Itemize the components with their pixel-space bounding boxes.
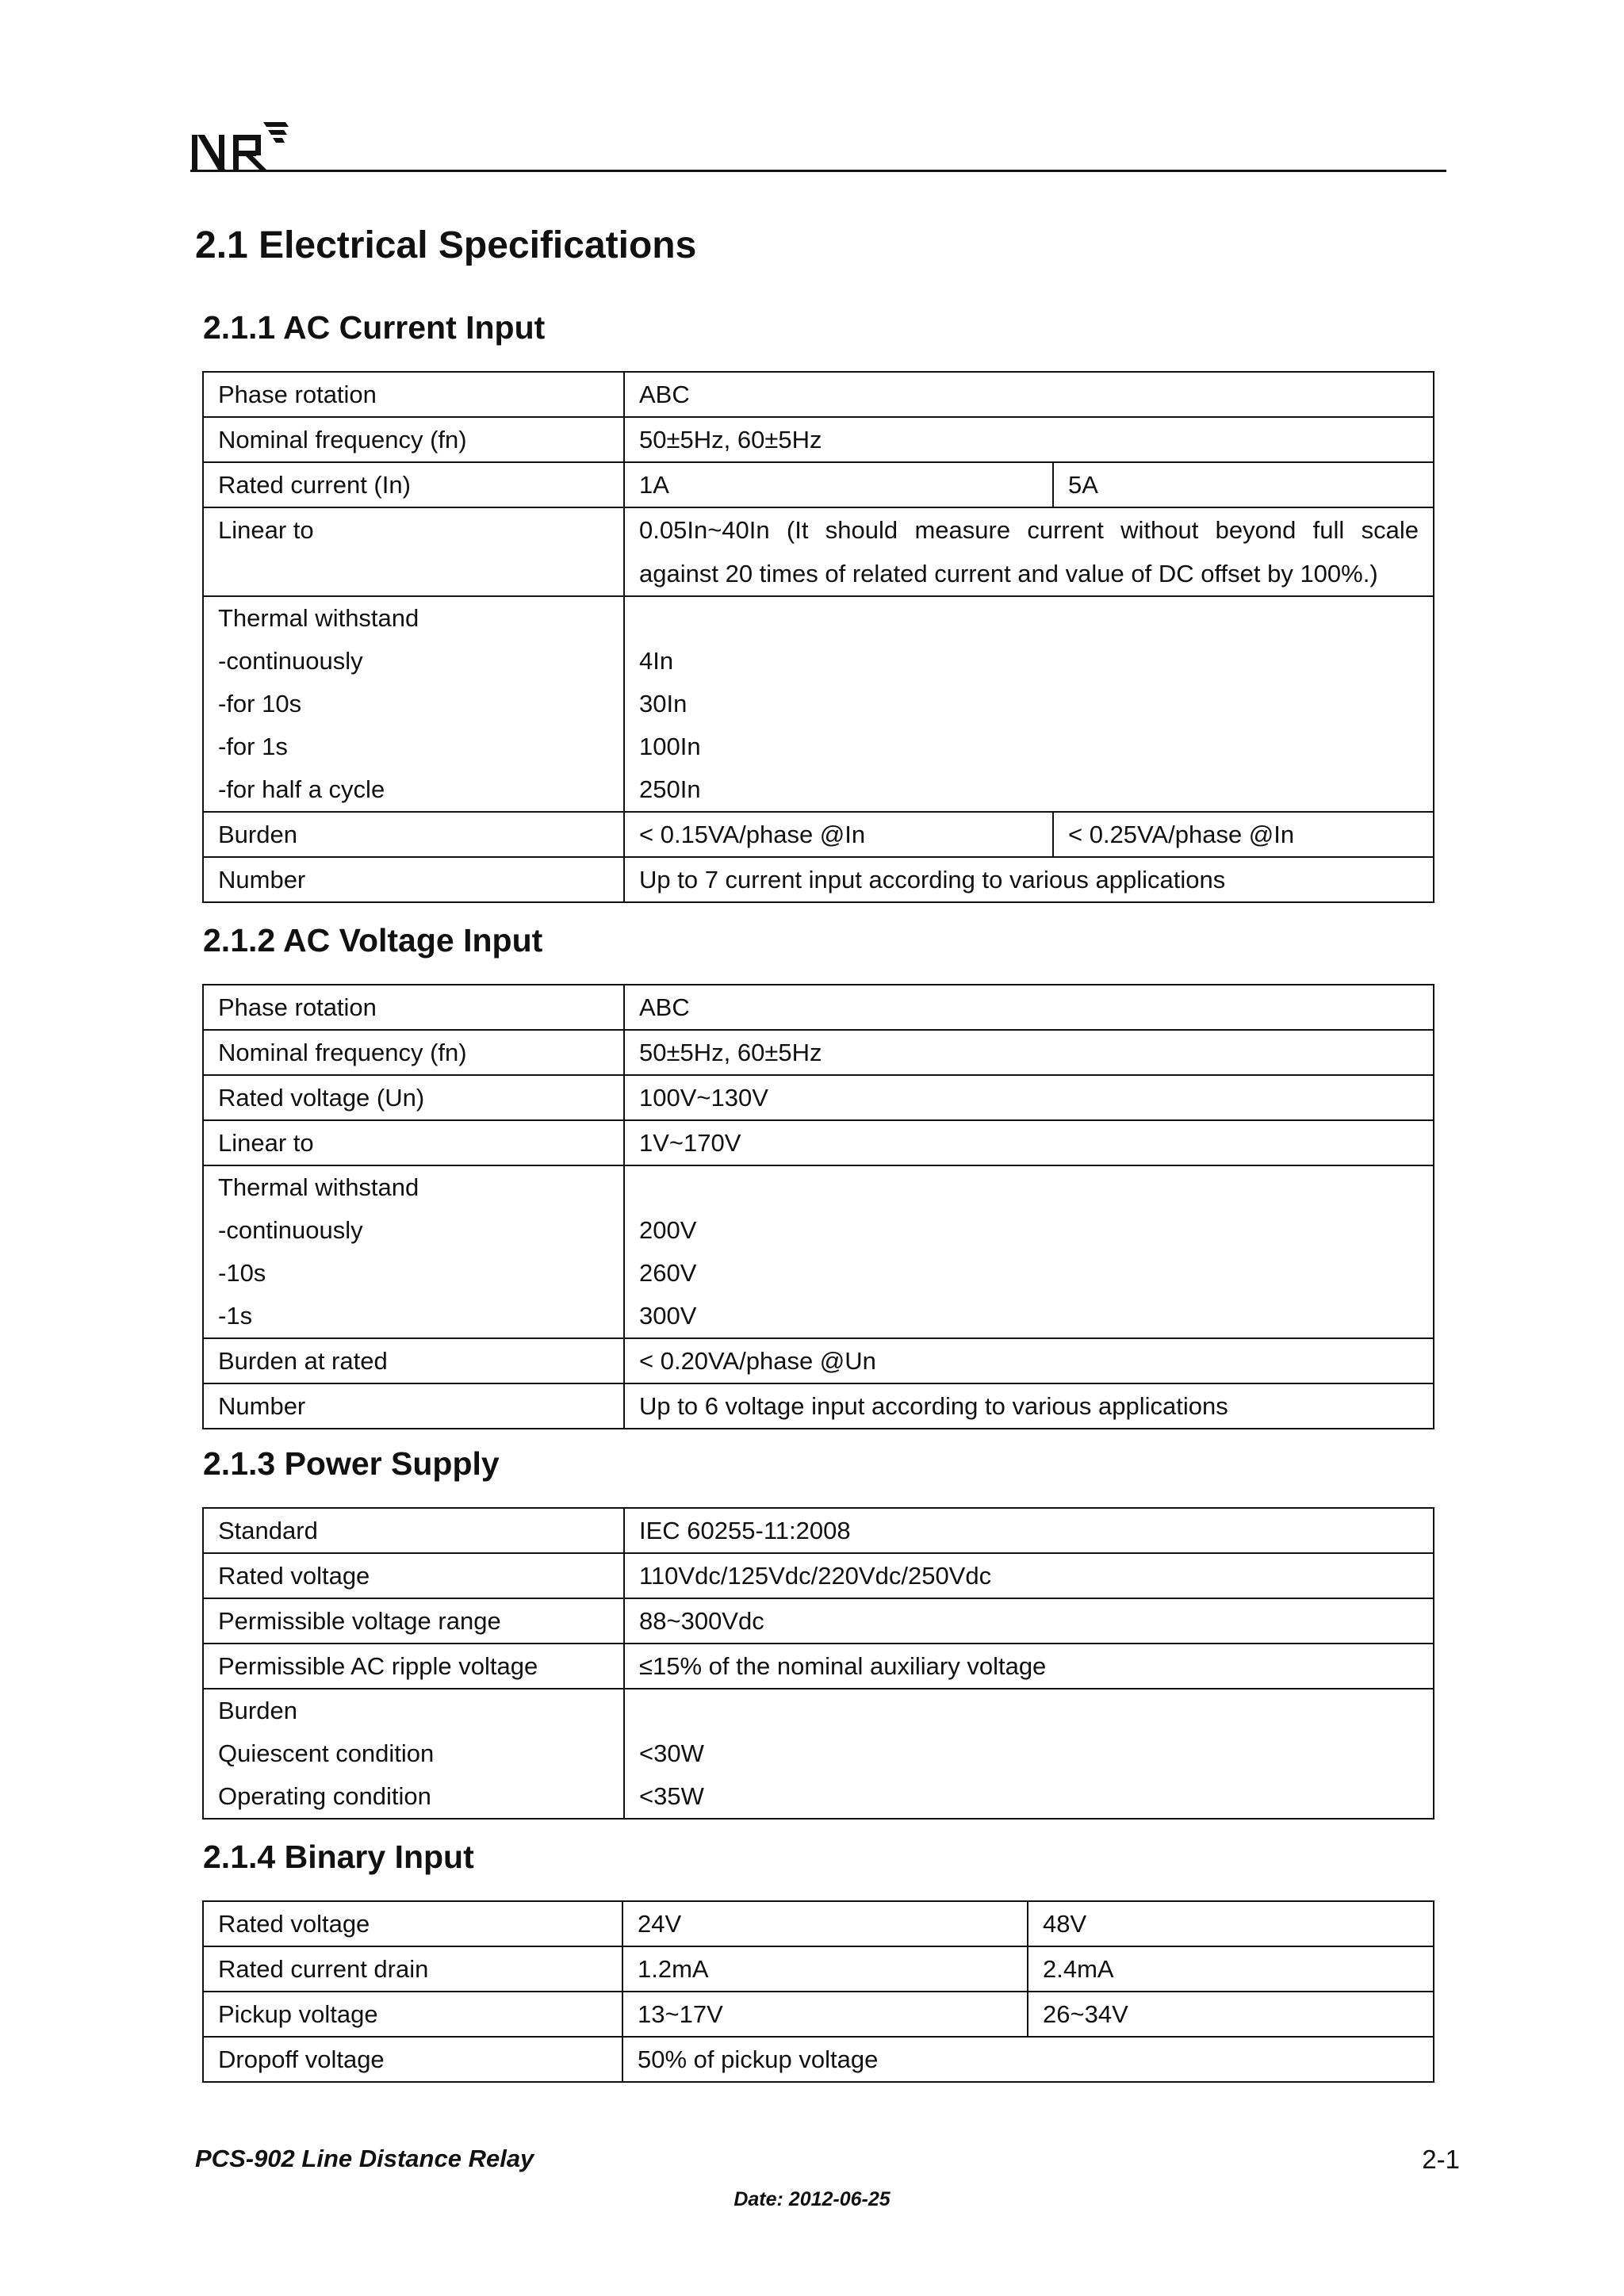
row-value: Up to 7 current input according to various applications: [624, 857, 1434, 902]
thermal-sub-label: -10s: [218, 1259, 266, 1287]
burden-sub-label: Operating condition: [218, 1782, 431, 1810]
row-value: 1V~170V: [624, 1120, 1434, 1165]
section-heading-power-supply: 2.1.3 Power Supply: [203, 1445, 500, 1482]
thermal-value: 100In: [639, 733, 701, 760]
footer-date: Date: 2012-06-25: [733, 2188, 891, 2210]
row-value-5a: < 0.25VA/phase @In: [1053, 812, 1434, 857]
table-row: [203, 857, 1434, 902]
table-row: [203, 1992, 1434, 2037]
section-heading-ac-current: 2.1.1 AC Current Input: [203, 309, 546, 346]
row-label: [203, 596, 624, 812]
row-value: 100V~130V: [624, 1075, 1434, 1120]
row-label: Rated current (In): [203, 462, 624, 507]
ac-voltage-table: [202, 984, 1434, 1429]
thermal-value: 250In: [639, 775, 701, 803]
row-value: 50% of pickup voltage: [622, 2037, 1434, 2082]
table-row: [203, 596, 1434, 812]
burden-value: <35W: [639, 1782, 704, 1810]
row-value: IEC 60255-11:2008: [624, 1508, 1434, 1553]
table-row: [203, 1338, 1434, 1383]
row-value: [624, 1165, 1434, 1338]
row-label: Phase rotation: [203, 372, 624, 417]
table-row: [203, 507, 1434, 596]
row-value-b: 26~34V: [1028, 1992, 1434, 2037]
row-label: Rated voltage (Un): [203, 1075, 624, 1120]
thermal-value: 4In: [639, 647, 674, 675]
row-value-a: 24V: [622, 1901, 1028, 1946]
row-label: Rated voltage: [203, 1553, 624, 1598]
row-value: < 0.20VA/phase @Un: [624, 1338, 1434, 1383]
row-value-1a: < 0.15VA/phase @In: [624, 812, 1053, 857]
row-label: [203, 1689, 624, 1819]
row-label: Phase rotation: [203, 985, 624, 1030]
thermal-label: Thermal withstand: [218, 1173, 419, 1201]
table-row: [203, 1946, 1434, 1992]
table-row: [203, 1901, 1434, 1946]
row-label: Nominal frequency (fn): [203, 1030, 624, 1075]
row-label: Rated voltage: [203, 1901, 622, 1946]
table-row: [203, 1644, 1434, 1689]
row-label: [203, 1165, 624, 1338]
row-value: 50±5Hz, 60±5Hz: [624, 417, 1434, 462]
thermal-sub-label: -for 10s: [218, 690, 302, 718]
thermal-sub-label: -continuously: [218, 1216, 363, 1244]
row-label: Standard: [203, 1508, 624, 1553]
table-row: [203, 1508, 1434, 1553]
row-value: 0.05In~40In (It should measure current without beyond full scale against 20 times of related current and value of DC offset by 100%.): [624, 507, 1434, 596]
row-label: Burden: [203, 812, 624, 857]
thermal-value: 200V: [639, 1216, 697, 1244]
row-value-b: 48V: [1028, 1901, 1434, 1946]
section-heading-ac-voltage: 2.1.2 AC Voltage Input: [203, 922, 543, 959]
thermal-sub-label: -for 1s: [218, 733, 288, 760]
table-row: [203, 1030, 1434, 1075]
row-value-5a: 5A: [1053, 462, 1434, 507]
table-row: [203, 417, 1434, 462]
row-label: Linear to: [203, 1120, 624, 1165]
section-heading-binary-input: 2.1.4 Binary Input: [203, 1839, 474, 1875]
table-row: [203, 1120, 1434, 1165]
row-value: 110Vdc/125Vdc/220Vdc/250Vdc: [624, 1553, 1434, 1598]
thermal-label: Thermal withstand: [218, 604, 419, 632]
row-value-a: 13~17V: [622, 1992, 1028, 2037]
row-label: Permissible voltage range: [203, 1598, 624, 1644]
table-row: [203, 985, 1434, 1030]
table-row: [203, 1598, 1434, 1644]
row-value: ABC: [624, 985, 1434, 1030]
header-rule: [190, 170, 1446, 172]
power-supply-table: [202, 1507, 1434, 1820]
thermal-sub-label: -continuously: [218, 647, 363, 675]
row-label: Number: [203, 857, 624, 902]
row-value-1a: 1A: [624, 462, 1053, 507]
row-label: Nominal frequency (fn): [203, 417, 624, 462]
row-value-a: 1.2mA: [622, 1946, 1028, 1992]
row-label: Permissible AC ripple voltage: [203, 1644, 624, 1689]
table-row: [203, 812, 1434, 857]
row-value: Up to 6 voltage input according to various applications: [624, 1383, 1434, 1429]
thermal-sub-label: -for half a cycle: [218, 775, 385, 803]
table-row: [203, 1165, 1434, 1338]
thermal-value: 30In: [639, 690, 688, 718]
footer-page-number: 2-1: [1422, 2145, 1460, 2174]
burden-value: <30W: [639, 1739, 704, 1767]
row-label: Pickup voltage: [203, 1992, 622, 2037]
row-label: Rated current drain: [203, 1946, 622, 1992]
binary-input-table: [202, 1900, 1434, 2083]
table-row: [203, 1553, 1434, 1598]
table-row: [203, 372, 1434, 417]
row-value: 88~300Vdc: [624, 1598, 1434, 1644]
ac-current-table: [202, 371, 1434, 903]
row-value: [624, 596, 1434, 812]
table-row: [203, 1075, 1434, 1120]
table-row: [203, 1689, 1434, 1819]
row-label: Burden at rated: [203, 1338, 624, 1383]
table-row: [203, 2037, 1434, 2082]
thermal-value: 300V: [639, 1302, 697, 1330]
nr-logo: [190, 119, 289, 171]
row-label: Linear to: [203, 507, 624, 596]
row-value: [624, 1689, 1434, 1819]
footer-product-name: PCS-902 Line Distance Relay: [195, 2145, 534, 2172]
page-title: 2.1 Electrical Specifications: [195, 224, 697, 266]
table-row: [203, 1383, 1434, 1429]
row-value: ABC: [624, 372, 1434, 417]
row-label: Number: [203, 1383, 624, 1429]
table-row: [203, 462, 1434, 507]
row-label: Dropoff voltage: [203, 2037, 622, 2082]
burden-sub-label: Quiescent condition: [218, 1739, 435, 1767]
thermal-sub-label: -1s: [218, 1302, 253, 1330]
burden-label: Burden: [218, 1697, 297, 1724]
row-value-b: 2.4mA: [1028, 1946, 1434, 1992]
thermal-value: 260V: [639, 1259, 697, 1287]
row-value: 50±5Hz, 60±5Hz: [624, 1030, 1434, 1075]
row-value: ≤15% of the nominal auxiliary voltage: [624, 1644, 1434, 1689]
